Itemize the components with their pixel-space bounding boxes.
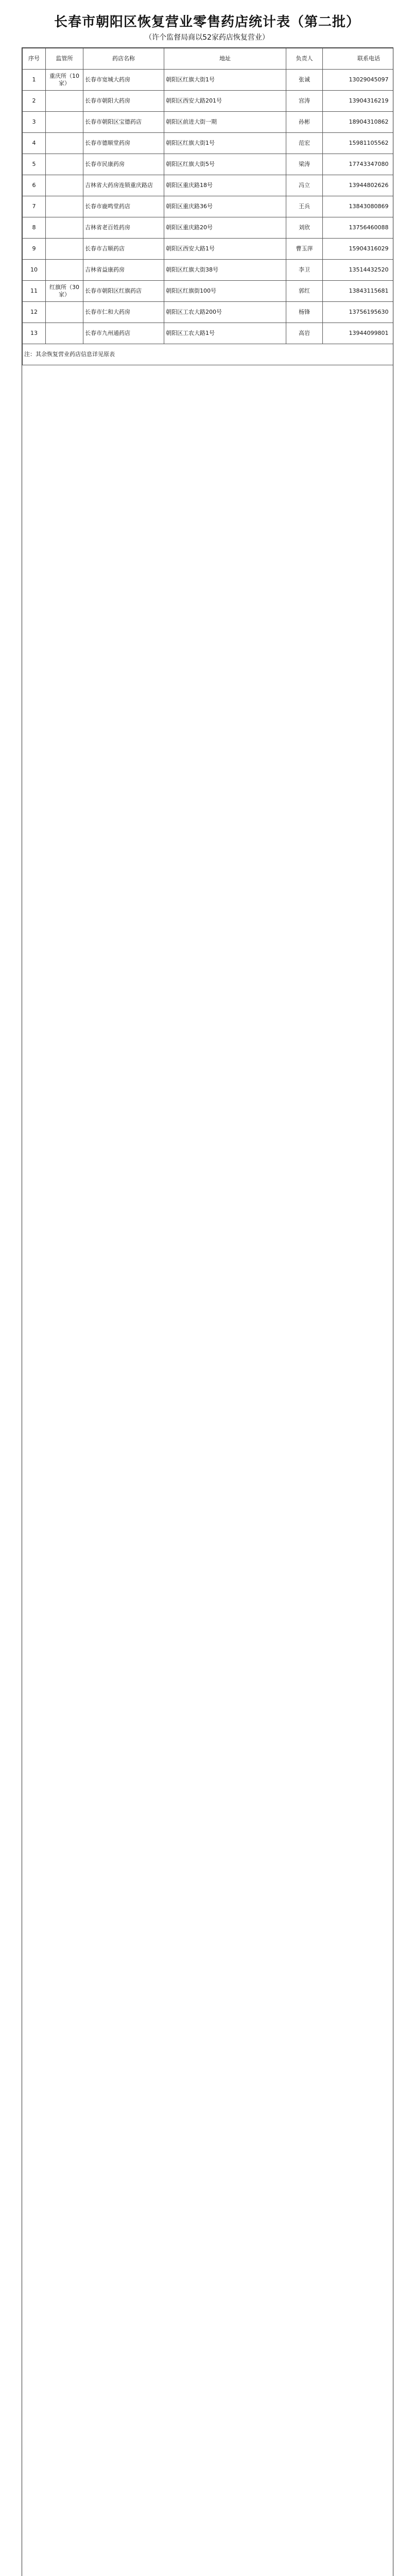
cell-manager: 孙彬: [286, 112, 323, 133]
cell-manager: 曹玉萍: [286, 239, 323, 260]
cell-phone: 15904316029: [323, 239, 394, 260]
cell-phone: 17743347080: [323, 154, 394, 175]
cell-address: 朝阳区前进大街一期: [164, 112, 286, 133]
cell-no: 1: [23, 70, 46, 91]
cell-phone: 13756460088: [323, 217, 394, 239]
table-row: [23, 112, 394, 133]
cell-name: 长春市宽城大药房: [83, 70, 164, 91]
cell-name: 长春市德顺堂药房: [83, 133, 164, 154]
cell-address: 朝阳区红旗街100号: [164, 281, 286, 302]
cell-name: 长春市仁和大药房: [83, 302, 164, 323]
cell-address: 朝阳区红旗大街38号: [164, 260, 286, 281]
header-name: 药店名称: [83, 48, 164, 70]
table-note: 注：其余恢复营业药店信息详见原表: [23, 344, 394, 365]
pharmacy-table: [22, 48, 393, 365]
table-row: [23, 154, 394, 175]
cell-address: 朝阳区工农大路200号: [164, 302, 286, 323]
cell-phone: 13944099801: [323, 323, 394, 344]
cell-phone: 18904310862: [323, 112, 394, 133]
cell-manager: 冯立: [286, 175, 323, 196]
table-row: [23, 302, 394, 323]
cell-phone: 13756195630: [323, 302, 394, 323]
cell-phone: 15981105562: [323, 133, 394, 154]
cell-manager: 刘欣: [286, 217, 323, 239]
cell-phone: 13029045097: [323, 70, 394, 91]
cell-station: [46, 154, 83, 175]
cell-address: 朝阳区重庆路20号: [164, 217, 286, 239]
cell-station: [46, 112, 83, 133]
table-note-row: [23, 344, 394, 365]
cell-no: 10: [23, 260, 46, 281]
header-address: 地址: [164, 48, 286, 70]
cell-name: 长春市朝阳区宝德药店: [83, 112, 164, 133]
cell-name: 长春市鹿鸣堂药店: [83, 196, 164, 217]
cell-no: 5: [23, 154, 46, 175]
cell-no: 3: [23, 112, 46, 133]
table-row: [23, 196, 394, 217]
cell-name: 长春市吉顺药店: [83, 239, 164, 260]
table-header-row: [23, 48, 394, 70]
cell-no: 8: [23, 217, 46, 239]
cell-station: [46, 323, 83, 344]
header-manager: 负责人: [286, 48, 323, 70]
table-row: [23, 239, 394, 260]
cell-phone: 13843080869: [323, 196, 394, 217]
cell-manager: 梁涛: [286, 154, 323, 175]
cell-name: 吉林省大药房连锁重庆路店: [83, 175, 164, 196]
cell-no: 6: [23, 175, 46, 196]
cell-name: 吉林省益康药房: [83, 260, 164, 281]
cell-station: [46, 217, 83, 239]
cell-no: 9: [23, 239, 46, 260]
cell-station: [46, 302, 83, 323]
pharmacy-table-container: [22, 47, 393, 2576]
cell-station: [46, 91, 83, 112]
cell-manager: 王兵: [286, 196, 323, 217]
table-row: [23, 70, 394, 91]
cell-address: 朝阳区红旗大街1号: [164, 70, 286, 91]
cell-address: 朝阳区重庆路18号: [164, 175, 286, 196]
cell-no: 12: [23, 302, 46, 323]
cell-name: 长春市朝阳区红旗药店: [83, 281, 164, 302]
cell-station: [46, 239, 83, 260]
cell-phone: 13843115681: [323, 281, 394, 302]
cell-station: [46, 133, 83, 154]
page-title: 长春市朝阳区恢复营业零售药店统计表（第二批）: [54, 14, 360, 30]
cell-manager: 郭红: [286, 281, 323, 302]
cell-manager: 宫涛: [286, 91, 323, 112]
cell-manager: 李卫: [286, 260, 323, 281]
table-row: [23, 281, 394, 302]
cell-station: [46, 175, 83, 196]
cell-address: 朝阳区重庆路36号: [164, 196, 286, 217]
cell-station: [46, 260, 83, 281]
table-body: [23, 70, 394, 365]
table-row: [23, 323, 394, 344]
header-station: 监管所: [46, 48, 83, 70]
cell-no: 7: [23, 196, 46, 217]
cell-phone: 13514432520: [323, 260, 394, 281]
cell-name: 长春市民康药房: [83, 154, 164, 175]
cell-station: 重庆所（10家）: [46, 70, 83, 91]
cell-name: 吉林省老百姓药房: [83, 217, 164, 239]
cell-phone: 13904316219: [323, 91, 394, 112]
page-subtitle: （许个监督局商以52家药店恢复营业）: [145, 33, 269, 42]
header-phone: 联系电话: [323, 48, 394, 70]
table-row: [23, 133, 394, 154]
cell-manager: 范宏: [286, 133, 323, 154]
cell-address: 朝阳区西安大路1号: [164, 239, 286, 260]
cell-no: 11: [23, 281, 46, 302]
cell-address: 朝阳区西安大路201号: [164, 91, 286, 112]
cell-station: 红旗所（30家）: [46, 281, 83, 302]
table-row: [23, 91, 394, 112]
cell-no: 4: [23, 133, 46, 154]
cell-address: 朝阳区红旗大街1号: [164, 133, 286, 154]
cell-name: 长春市九州通药店: [83, 323, 164, 344]
table-row: [23, 217, 394, 239]
cell-station: [46, 196, 83, 217]
cell-manager: 高岩: [286, 323, 323, 344]
cell-no: 2: [23, 91, 46, 112]
cell-manager: 杨锋: [286, 302, 323, 323]
table-row: [23, 260, 394, 281]
cell-name: 长春市朝阳大药房: [83, 91, 164, 112]
table-row: [23, 175, 394, 196]
cell-no: 13: [23, 323, 46, 344]
cell-address: 朝阳区工农大路1号: [164, 323, 286, 344]
cell-address: 朝阳区红旗大街5号: [164, 154, 286, 175]
header-no: 序号: [23, 48, 46, 70]
cell-phone: 13944802626: [323, 175, 394, 196]
cell-manager: 张诚: [286, 70, 323, 91]
